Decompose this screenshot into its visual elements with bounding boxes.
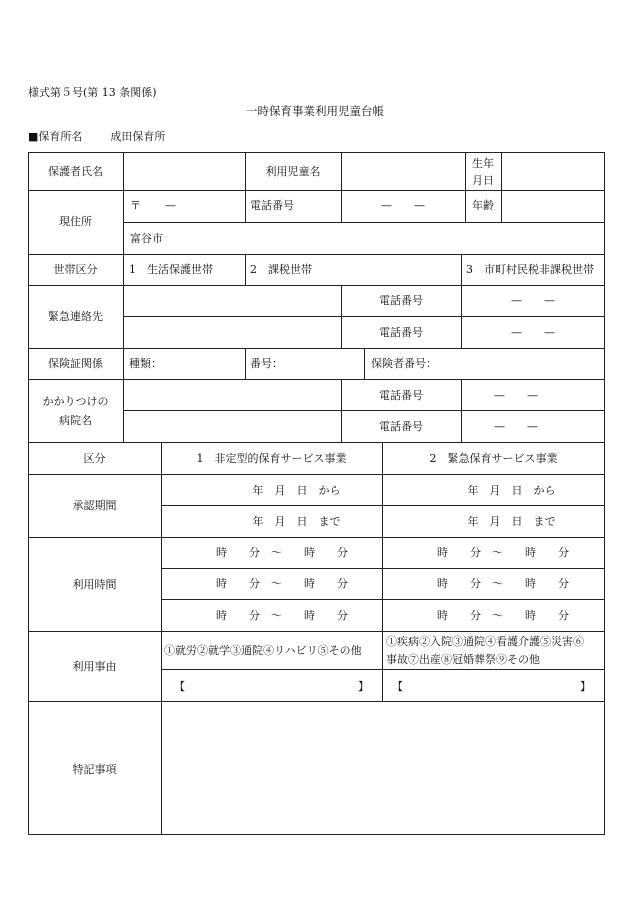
time-range-1c: 時 分 ～ 時 分 xyxy=(216,609,348,622)
household-label: 世帯区分 xyxy=(53,263,98,276)
emergency-contact-label: 緊急連絡先 xyxy=(48,310,103,323)
approval-period-label: 承認期間 xyxy=(72,499,117,512)
age-label: 年齢 xyxy=(472,199,494,212)
period-to-1: 年 月 日 まで xyxy=(252,515,341,528)
emergency-phone-label-2: 電話番号 xyxy=(379,326,423,339)
form-number: 様式第５号(第 13 条関係) xyxy=(28,86,157,99)
row-divider-8 xyxy=(28,537,605,538)
category-label: 区分 xyxy=(83,452,106,465)
child-name-label: 利用児童名 xyxy=(265,165,321,178)
row-divider-3 xyxy=(28,285,605,286)
time-range-1a: 時 分 ～ 時 分 xyxy=(216,546,348,559)
reason-options-2a: ①疾病②入院③通院④看護介護⑤災害⑥ xyxy=(386,635,584,648)
remarks-label: 特記事項 xyxy=(72,763,117,776)
hospital-phone-dashes-2: — — xyxy=(494,420,538,433)
household-option-1: 1 生活保護世帯 xyxy=(129,263,213,276)
row-divider-2 xyxy=(28,254,605,255)
emergency-phone-dashes-2: — — xyxy=(511,326,555,339)
hospital-label-2: 病院名 xyxy=(59,414,92,427)
time-range-1b: 時 分 ～ 時 分 xyxy=(216,577,348,590)
city-name: 富谷市 xyxy=(130,232,163,245)
usage-time-label: 利用時間 xyxy=(72,578,117,591)
guardian-name-label: 保護者氏名 xyxy=(48,165,103,178)
birth-date-label-1: 生年 xyxy=(472,157,494,170)
reason-bracket-open-2: 【 xyxy=(392,680,403,693)
reason-options-1: ①就労②就学③通院④リハビリ⑤その他 xyxy=(164,644,362,657)
insurance-type-label: 種類： xyxy=(129,357,162,370)
address-phone-label: 電話番号 xyxy=(250,199,294,212)
postal-mark: 〒 xyxy=(130,199,141,212)
row-divider-6 xyxy=(28,442,605,443)
hospital-phone-dashes-1: — — xyxy=(494,389,538,402)
row-divider-7 xyxy=(28,474,605,475)
facility-name: 成田保育所 xyxy=(110,130,166,143)
time-range-2c: 時 分 ～ 時 分 xyxy=(437,609,569,622)
hospital-phone-label-1: 電話番号 xyxy=(379,389,423,402)
time-range-2a: 時 分 ～ 時 分 xyxy=(437,546,569,559)
reason-bracket-close-2: 】 xyxy=(580,680,591,693)
time-range-2b: 時 分 ～ 時 分 xyxy=(437,577,569,590)
usage-reason-label: 利用事由 xyxy=(72,660,117,673)
postal-dash: — xyxy=(165,199,176,212)
household-option-3: 3 市町村民税非課税世帯 xyxy=(466,263,594,276)
row-divider-1 xyxy=(28,190,605,191)
birth-date-label-2: 月日 xyxy=(472,174,494,187)
category-option-1: 1 非定型的保育サービス事業 xyxy=(196,452,347,465)
hospital-label-1: かかりつけの xyxy=(42,395,109,408)
reason-bracket-close-1: 】 xyxy=(358,680,369,693)
hospital-phone-label-2: 電話番号 xyxy=(379,420,423,433)
row-divider-9 xyxy=(28,631,605,632)
period-from-1: 年 月 日 から xyxy=(252,484,341,497)
insurer-number-label: 保険者番号： xyxy=(371,357,437,370)
row-divider-5 xyxy=(28,379,605,380)
facility-label: ■保育所名 xyxy=(28,130,83,143)
reason-bracket-open-1: 【 xyxy=(174,680,185,693)
period-from-2: 年 月 日 から xyxy=(467,484,556,497)
address-phone-dashes: — — xyxy=(381,199,425,212)
insurance-label: 保険証関係 xyxy=(48,357,103,370)
emergency-phone-label-1: 電話番号 xyxy=(379,294,423,307)
address-label: 現住所 xyxy=(59,215,92,228)
row-divider-10 xyxy=(28,701,605,702)
form-title: 一時保育事業利用児童台帳 xyxy=(246,104,384,118)
row-divider-4 xyxy=(28,348,605,349)
insurance-number-label: 番号： xyxy=(250,357,283,370)
emergency-phone-dashes-1: — — xyxy=(511,294,555,307)
category-option-2: 2 緊急保育サービス事業 xyxy=(429,452,558,465)
reason-options-2b: 事故⑦出産⑧冠婚葬祭⑨その他 xyxy=(386,653,540,666)
period-to-2: 年 月 日 まで xyxy=(467,515,556,528)
household-option-2: 2 課税世帯 xyxy=(250,263,312,276)
